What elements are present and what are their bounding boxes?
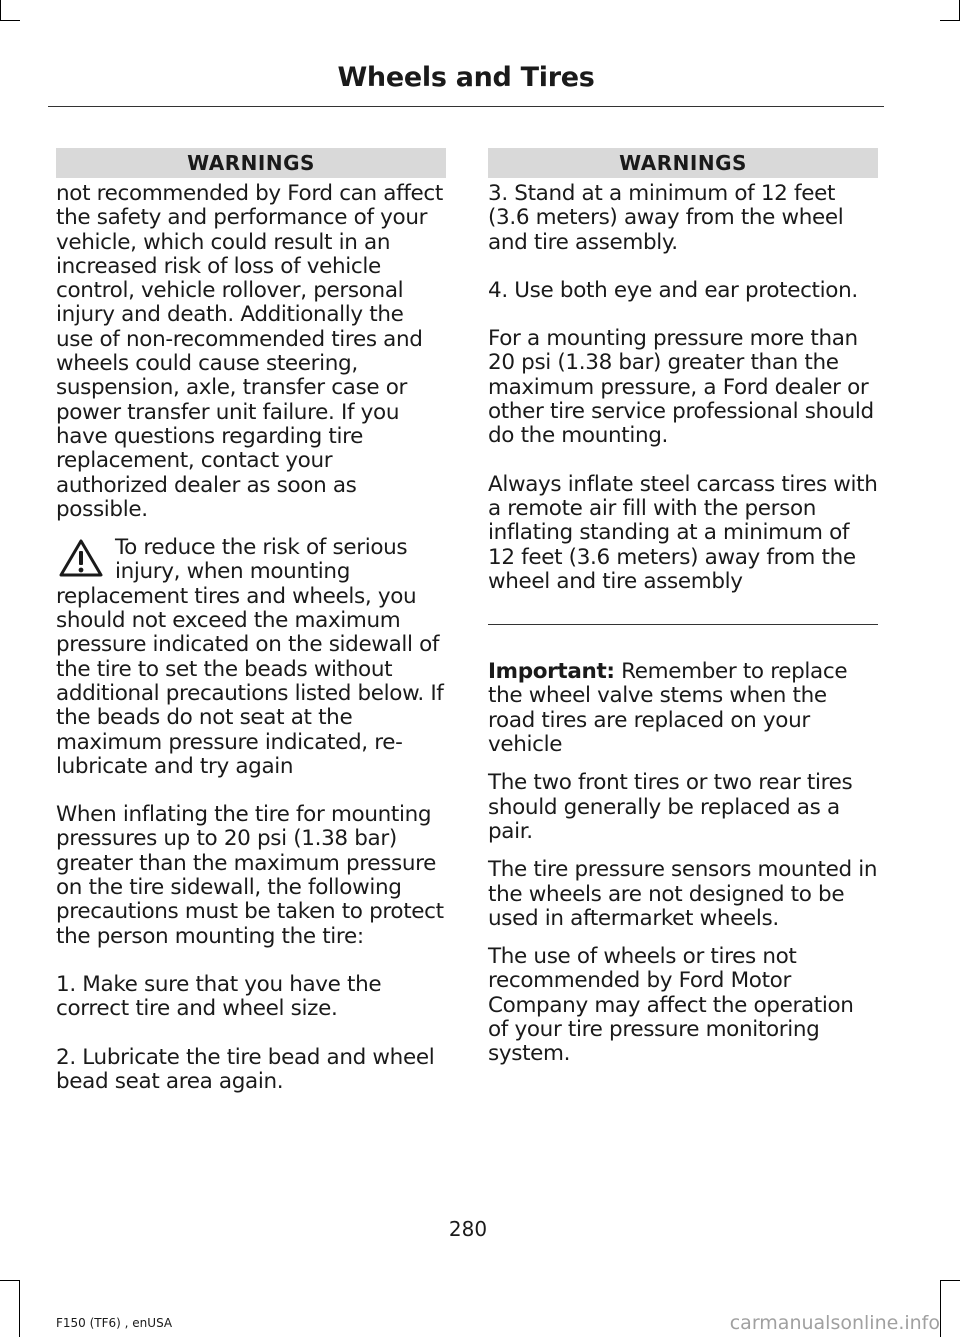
right-column (488, 148, 878, 1067)
body-paragraph: For a mounting pressure more than 20 psi (1.38 bar) greater than the maximum pressure, a Ford dealer or other tire service professional should do the mounting. (488, 326, 874, 449)
page-title: Wheels and Tires (337, 62, 595, 93)
crop-mark (940, 1280, 941, 1337)
caution-line: To reduce the risk of serious (115, 535, 408, 561)
body-paragraph: The tire pressure sensors mounted in the wheels are not designed to be used in aftermarket wheels. (488, 857, 878, 931)
caution-block (56, 536, 446, 779)
watermark: carmanualsonline.info (729, 1312, 940, 1334)
crop-mark (0, 0, 1, 20)
warnings-heading: WARNINGS (488, 148, 878, 178)
warnings-heading: WARNINGS (56, 148, 446, 178)
crop-mark (940, 20, 960, 21)
step-item: 4. Use both eye and ear protection. (488, 277, 858, 303)
important-note (488, 660, 878, 757)
left-column (56, 148, 446, 1094)
important-label: Important: (488, 659, 615, 685)
crop-mark (0, 20, 20, 21)
warning-triangle-icon (58, 538, 104, 578)
document-id: F150 (TF6) , enUSA (56, 1316, 173, 1330)
step-item: 1. Make sure that you have the correct tire and wheel size. (56, 971, 382, 1022)
body-paragraph: Always inflate steel carcass tires with a remote air fill with the person inflating standing at a minimum of 12 feet (3.6 meters) away from the wheel and tire assembly (488, 471, 878, 594)
crop-mark (19, 1280, 20, 1337)
header-divider (48, 106, 884, 107)
section-divider (488, 624, 878, 625)
body-paragraph: The two front tires or two rear tires should generally be replaced as a pair. (488, 770, 853, 844)
crop-mark (940, 1280, 960, 1281)
crop-mark (0, 1280, 20, 1281)
page-number: 280 (448, 1217, 488, 1241)
step-item: 2. Lubricate the tire bead and wheel bead seat area again. (56, 1044, 435, 1094)
important-text: Remember to replace the wheel valve stems when the road tires are replaced on your vehicle (488, 659, 848, 758)
caution-text: replacement tires and wheels, you should not exceed the maximum pressure indicated on the sidewall of the tire to set the beads without additional precautions listed below. If the beads do not seat at the maximum pressure indicated, re-lubricate and try again (56, 583, 444, 779)
body-paragraph: When inflating the tire for mounting pressures up to 20 psi (1.38 bar) greater than the maximum pressure on the tire sidewall, the following precautions must be taken to protect the person mounting the tire: (56, 802, 444, 949)
step-item: 3. Stand at a minimum of 12 feet (3.6 meters) away from the wheel and tire assembly. (488, 181, 844, 255)
caution-line: injury, when mounting (115, 559, 351, 585)
body-paragraph: The use of wheels or tires not recommended by Ford Motor Company may affect the operation of your tire pressure monitoring system. (488, 944, 854, 1067)
warning-paragraph: not recommended by Ford can affect the safety and performance of your vehicle, which could result in an increased risk of loss of vehicle control, vehicle rollover, personal injury and death. Additionally the use of non-recommended tires and wheels could cause steering, suspension, axle, transfer case or power transfer unit failure. If you have questions regarding tire replacement, contact your authorized dealer as soon as possible. (56, 181, 443, 522)
